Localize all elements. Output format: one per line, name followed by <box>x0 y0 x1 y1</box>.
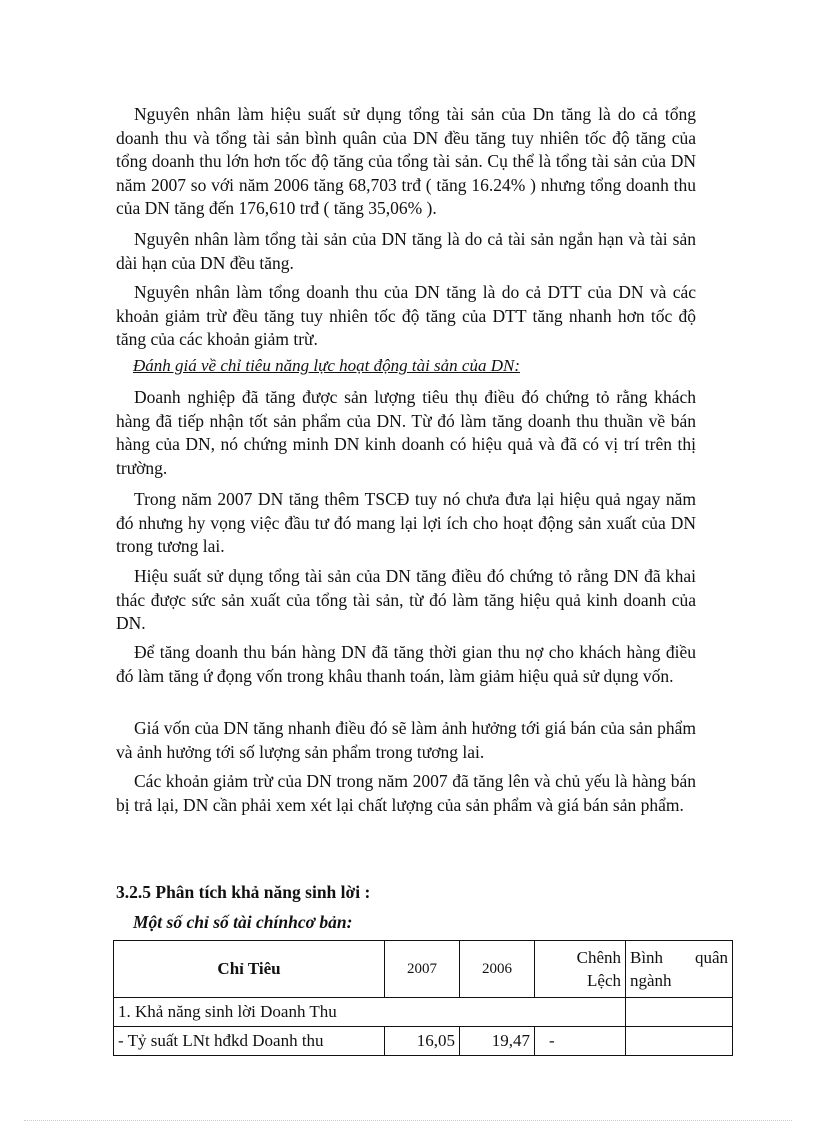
paragraph-sales-volume: Doanh nghiệp đã tăng được sản lượng tiêu thụ điều đó chứng tỏ rằng khách hàng đã tiếp nhận tốt sản phẩm của DN. Từ đó làm tăng doanh thu thuần về bán hàng của DN, nó chứng minh DN kinh doanh có hiệu quả và đã có vị trí trên thị trường. <box>116 387 696 478</box>
paragraph-receivables: Để tăng doanh thu bán hàng DN đã tăng thời gian thu nợ cho khách hàng điều đó làm tăng ứ đọng vốn trong khâu thanh toán, làm giảm hiệu quả sử dụng vốn. <box>116 642 696 686</box>
page-bottom-divider <box>24 1120 792 1121</box>
assessment-heading: Đánh giá về chỉ tiêu năng lực hoạt động tài sản của DN: <box>133 356 520 375</box>
group-row-empty-cell <box>626 998 733 1027</box>
financial-ratios-table <box>113 940 733 1056</box>
row-value-2007: 16,05 <box>385 1027 460 1056</box>
paragraph-fixed-assets: Trong năm 2007 DN tăng thêm TSCĐ tuy nó chưa đưa lại hiệu quả ngay năm đó nhưng hy vọng việc đầu tư đó mang lại lợi ích cho hoạt động sản xuất của DN trong tương lai. <box>116 489 696 556</box>
header-difference: Chênh Lệch <box>535 941 626 998</box>
paragraph-asset-efficiency: Hiệu suất sử dụng tổng tài sản của DN tăng điều đó chứng tỏ rằng DN đã khai thác được sức sản xuất của tổng tài sản, từ đó làm tăng hiệu quả kinh doanh của DN. <box>116 566 696 633</box>
paragraph-total-assets-efficiency: Nguyên nhân làm hiệu suất sử dụng tổng tài sản của Dn tăng là do cả tổng doanh thu và tổng tài sản bình quân của DN đều tăng tuy nhiên tốc độ tăng của tổng doanh thu lớn hơn tốc độ tăng của tổng tài sản. Cụ thể là tổng tài sản của DN năm 2007 so với năm 2006 tăng 68,703 trđ ( tăng 16.24% ) nhưng tổng doanh thu của DN tăng đến 176,610 trđ ( tăng 35,06% ). <box>116 104 696 218</box>
paragraph-revenue-increase: Nguyên nhân làm tổng doanh thu của DN tăng là do cả DTT của DN và các khoản giảm trừ đều tăng tuy nhiên tốc độ tăng của DTT tăng nhanh hơn tốc độ tăng của các khoản giảm trừ. <box>116 282 696 349</box>
header-year-2007: 2007 <box>385 941 460 998</box>
row-indicator: - Tỷ suất LNt hđkd Doanh thu <box>114 1027 385 1056</box>
header-year-2006: 2006 <box>460 941 535 998</box>
table-header-row <box>114 941 733 998</box>
subsection-title: Một số chỉ số tài chínhcơ bản: <box>133 912 353 932</box>
paragraph-total-assets-increase: Nguyên nhân làm tổng tài sản của DN tăng là do cả tài sản ngắn hạn và tài sản dài hạn của DN đều tăng. <box>116 229 696 273</box>
paragraph-cost-of-goods: Giá vốn của DN tăng nhanh điều đó sẽ làm ảnh hưởng tới giá bán của sản phẩm và ảnh hưởng tới số lượng sản phẩm trong tương lai. <box>116 718 696 762</box>
row-industry-average <box>626 1027 733 1056</box>
group-row-label: 1. Khả năng sinh lời Doanh Thu <box>114 998 626 1027</box>
row-difference: - <box>535 1027 626 1056</box>
table-row <box>114 998 733 1027</box>
header-industry-average: Bình quân ngành <box>626 941 733 998</box>
table-row <box>114 1027 733 1056</box>
row-value-2006: 19,47 <box>460 1027 535 1056</box>
header-indicator: Chỉ Tiêu <box>114 941 385 998</box>
section-title: 3.2.5 Phân tích khả năng sinh lời : <box>116 882 371 902</box>
paragraph-deductions: Các khoản giảm trừ của DN trong năm 2007 đã tăng lên và chủ yếu là hàng bán bị trả lại, DN cần phải xem xét lại chất lượng của sản phẩm và giá bán sản phẩm. <box>116 771 696 815</box>
